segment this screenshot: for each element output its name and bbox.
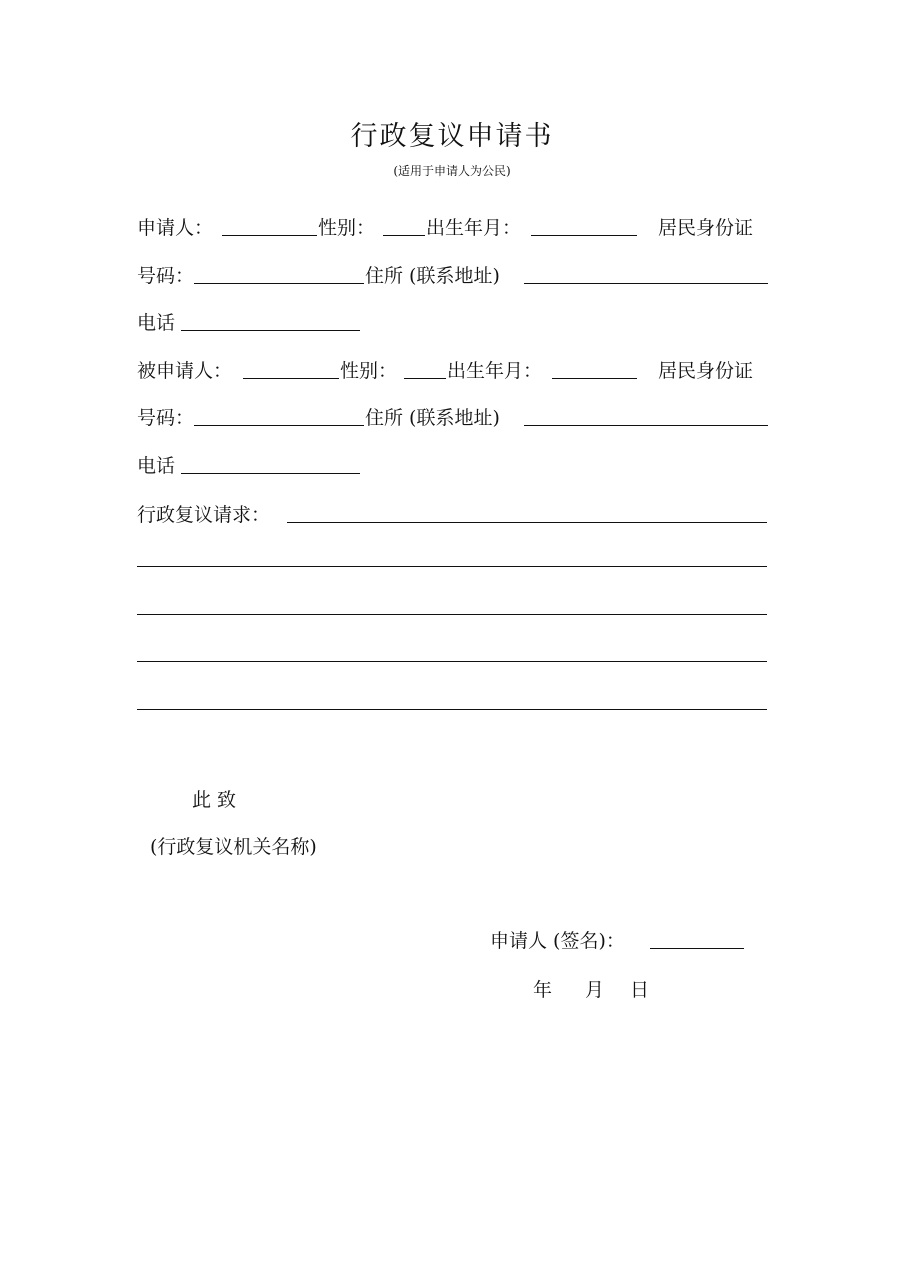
applicant-birth-label: 出生年月： bbox=[426, 217, 522, 239]
page-title: 行政复议申请书 bbox=[350, 121, 554, 152]
request-line-3[interactable] bbox=[137, 661, 767, 662]
applicant-id-label: 居民身份证 bbox=[658, 217, 754, 239]
signature-field[interactable] bbox=[650, 948, 744, 949]
salutation: 此 致 bbox=[192, 789, 237, 811]
date-year-label: 年 bbox=[533, 979, 553, 1001]
request-label: 行政复议请求： bbox=[137, 504, 271, 526]
applicant-id-field[interactable] bbox=[194, 283, 364, 284]
respondent-name-field[interactable] bbox=[243, 378, 339, 379]
applicant-phone-label: 电话 bbox=[137, 312, 176, 334]
applicant-row-2 bbox=[137, 261, 777, 291]
request-line-1[interactable] bbox=[137, 566, 767, 567]
date-day-label: 日 bbox=[630, 979, 650, 1001]
applicant-row-1 bbox=[137, 213, 777, 243]
date-month-label: 月 bbox=[585, 979, 605, 1001]
request-line-0[interactable] bbox=[287, 522, 767, 523]
respondent-id-number-label: 号码： bbox=[137, 407, 195, 429]
respondent-address-label: 住所 (联系地址) bbox=[365, 407, 500, 429]
respondent-birth-field[interactable] bbox=[552, 378, 637, 379]
respondent-row-1 bbox=[137, 356, 777, 386]
respondent-phone-label: 电话 bbox=[137, 455, 176, 477]
applicant-birth-field[interactable] bbox=[531, 235, 637, 236]
respondent-name-label: 被申请人： bbox=[137, 360, 233, 382]
applicant-name-label: 申请人： bbox=[137, 217, 214, 239]
applicant-address-field[interactable] bbox=[524, 283, 768, 284]
applicant-gender-label: 性别： bbox=[318, 217, 376, 239]
applicant-gender-field[interactable] bbox=[383, 235, 425, 236]
applicant-row-3 bbox=[137, 308, 777, 338]
page-subtitle: (适用于申请人为公民) bbox=[393, 164, 511, 178]
applicant-id-number-label: 号码： bbox=[137, 265, 195, 287]
applicant-name-field[interactable] bbox=[222, 235, 317, 236]
respondent-row-2 bbox=[137, 403, 777, 433]
request-row bbox=[137, 500, 777, 530]
signature-label: 申请人 (签名)： bbox=[490, 930, 625, 952]
respondent-address-field[interactable] bbox=[524, 425, 768, 426]
signature-row bbox=[490, 926, 750, 956]
respondent-row-3 bbox=[137, 451, 777, 481]
respondent-phone-field[interactable] bbox=[181, 473, 360, 474]
respondent-id-label: 居民身份证 bbox=[658, 360, 754, 382]
respondent-id-field[interactable] bbox=[194, 425, 364, 426]
applicant-address-label: 住所 (联系地址) bbox=[365, 265, 500, 287]
request-line-2[interactable] bbox=[137, 614, 767, 615]
respondent-gender-label: 性别： bbox=[340, 360, 398, 382]
respondent-birth-label: 出生年月： bbox=[447, 360, 543, 382]
recipient-name: (行政复议机关名称) bbox=[150, 836, 317, 858]
respondent-gender-field[interactable] bbox=[404, 378, 446, 379]
applicant-phone-field[interactable] bbox=[181, 330, 360, 331]
request-line-4[interactable] bbox=[137, 709, 767, 710]
